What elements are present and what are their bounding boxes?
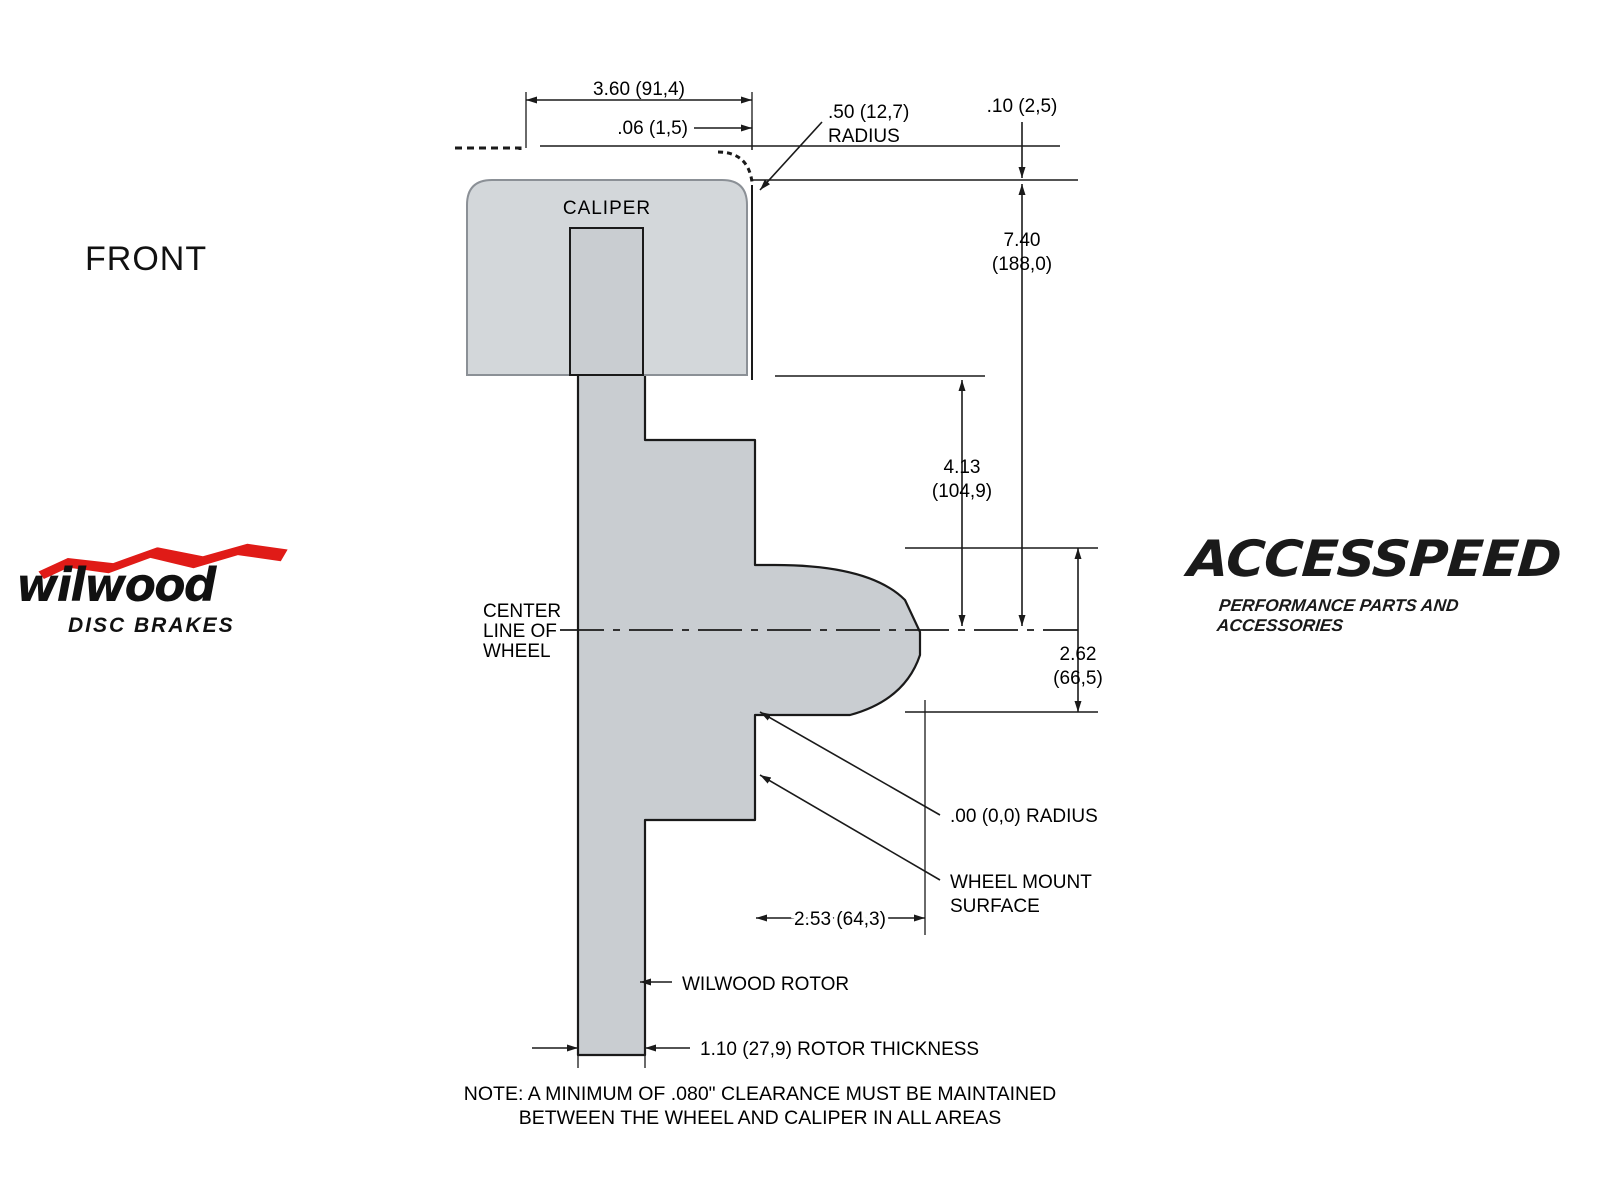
- accesspeed-wordmark: ACCESSPEED: [1185, 530, 1563, 588]
- dim-edge-clearance-value: .10 (2,5): [986, 96, 1058, 117]
- dim-caliper-height: [992, 184, 1052, 626]
- dim-overall-width: [526, 79, 752, 150]
- dim-rotor-thickness-value: 1.10 (27,9) ROTOR THICKNESS: [700, 1039, 980, 1060]
- dim-inner-radius: [760, 712, 1098, 827]
- dim-caliper-offset: [617, 118, 752, 150]
- dim-caliper-height-value: 7.40: [1003, 230, 1041, 251]
- dim-corner-radius-word: RADIUS: [828, 126, 900, 147]
- rotor-label: WILWOOD ROTOR: [682, 974, 850, 995]
- note-line-2: BETWEEN THE WHEEL AND CALIPER IN ALL AREAS: [518, 1107, 1002, 1129]
- center-line-label-3: WHEEL: [483, 641, 551, 662]
- dim-inner-radius-value: .00 (0,0) RADIUS: [950, 806, 1098, 827]
- clearance-note: [464, 1083, 1056, 1129]
- dim-caliper-offset-value: .06 (1,5): [617, 118, 688, 139]
- dim-overall-width-value: 3.60 (91,4): [593, 79, 685, 100]
- wilwood-subtitle: DISC BRAKES: [68, 614, 235, 637]
- caliper-label: CALIPER: [562, 198, 652, 219]
- dim-corner-radius-value: .50 (12,7): [828, 102, 910, 123]
- label-wheel-mount-surface: [760, 775, 1092, 917]
- wilwood-wordmark: wilwood: [16, 558, 215, 612]
- dim-hub-height-metric: (104,9): [931, 481, 993, 502]
- accesspeed-subtitle: PERFORMANCE PARTS AND ACCESSORIES: [1215, 596, 1460, 635]
- dim-caliper-height-metric: (188,0): [991, 254, 1053, 275]
- caliper-body: [467, 180, 747, 375]
- dim-mount-offset-metric: (66,5): [1053, 668, 1103, 689]
- dim-hat-depth: [756, 700, 925, 935]
- view-label-front: FRONT: [85, 240, 208, 278]
- dim-mount-offset-value: 2.62: [1059, 644, 1097, 665]
- dim-hub-height-value: 4.13: [943, 457, 981, 478]
- wheel-mount-label-1: WHEEL MOUNT: [950, 872, 1092, 893]
- wheel-mount-label-2: SURFACE: [950, 896, 1040, 917]
- dim-hat-depth-value: 2.53 (64,3): [794, 909, 886, 930]
- center-line-label-1: CENTER: [483, 601, 562, 622]
- label-wilwood-rotor: [640, 974, 849, 995]
- note-line-1: NOTE: A MINIMUM OF .080" CLEARANCE MUST BE MAINTAINED: [463, 1083, 1057, 1105]
- center-line-label-2: LINE OF: [483, 621, 557, 642]
